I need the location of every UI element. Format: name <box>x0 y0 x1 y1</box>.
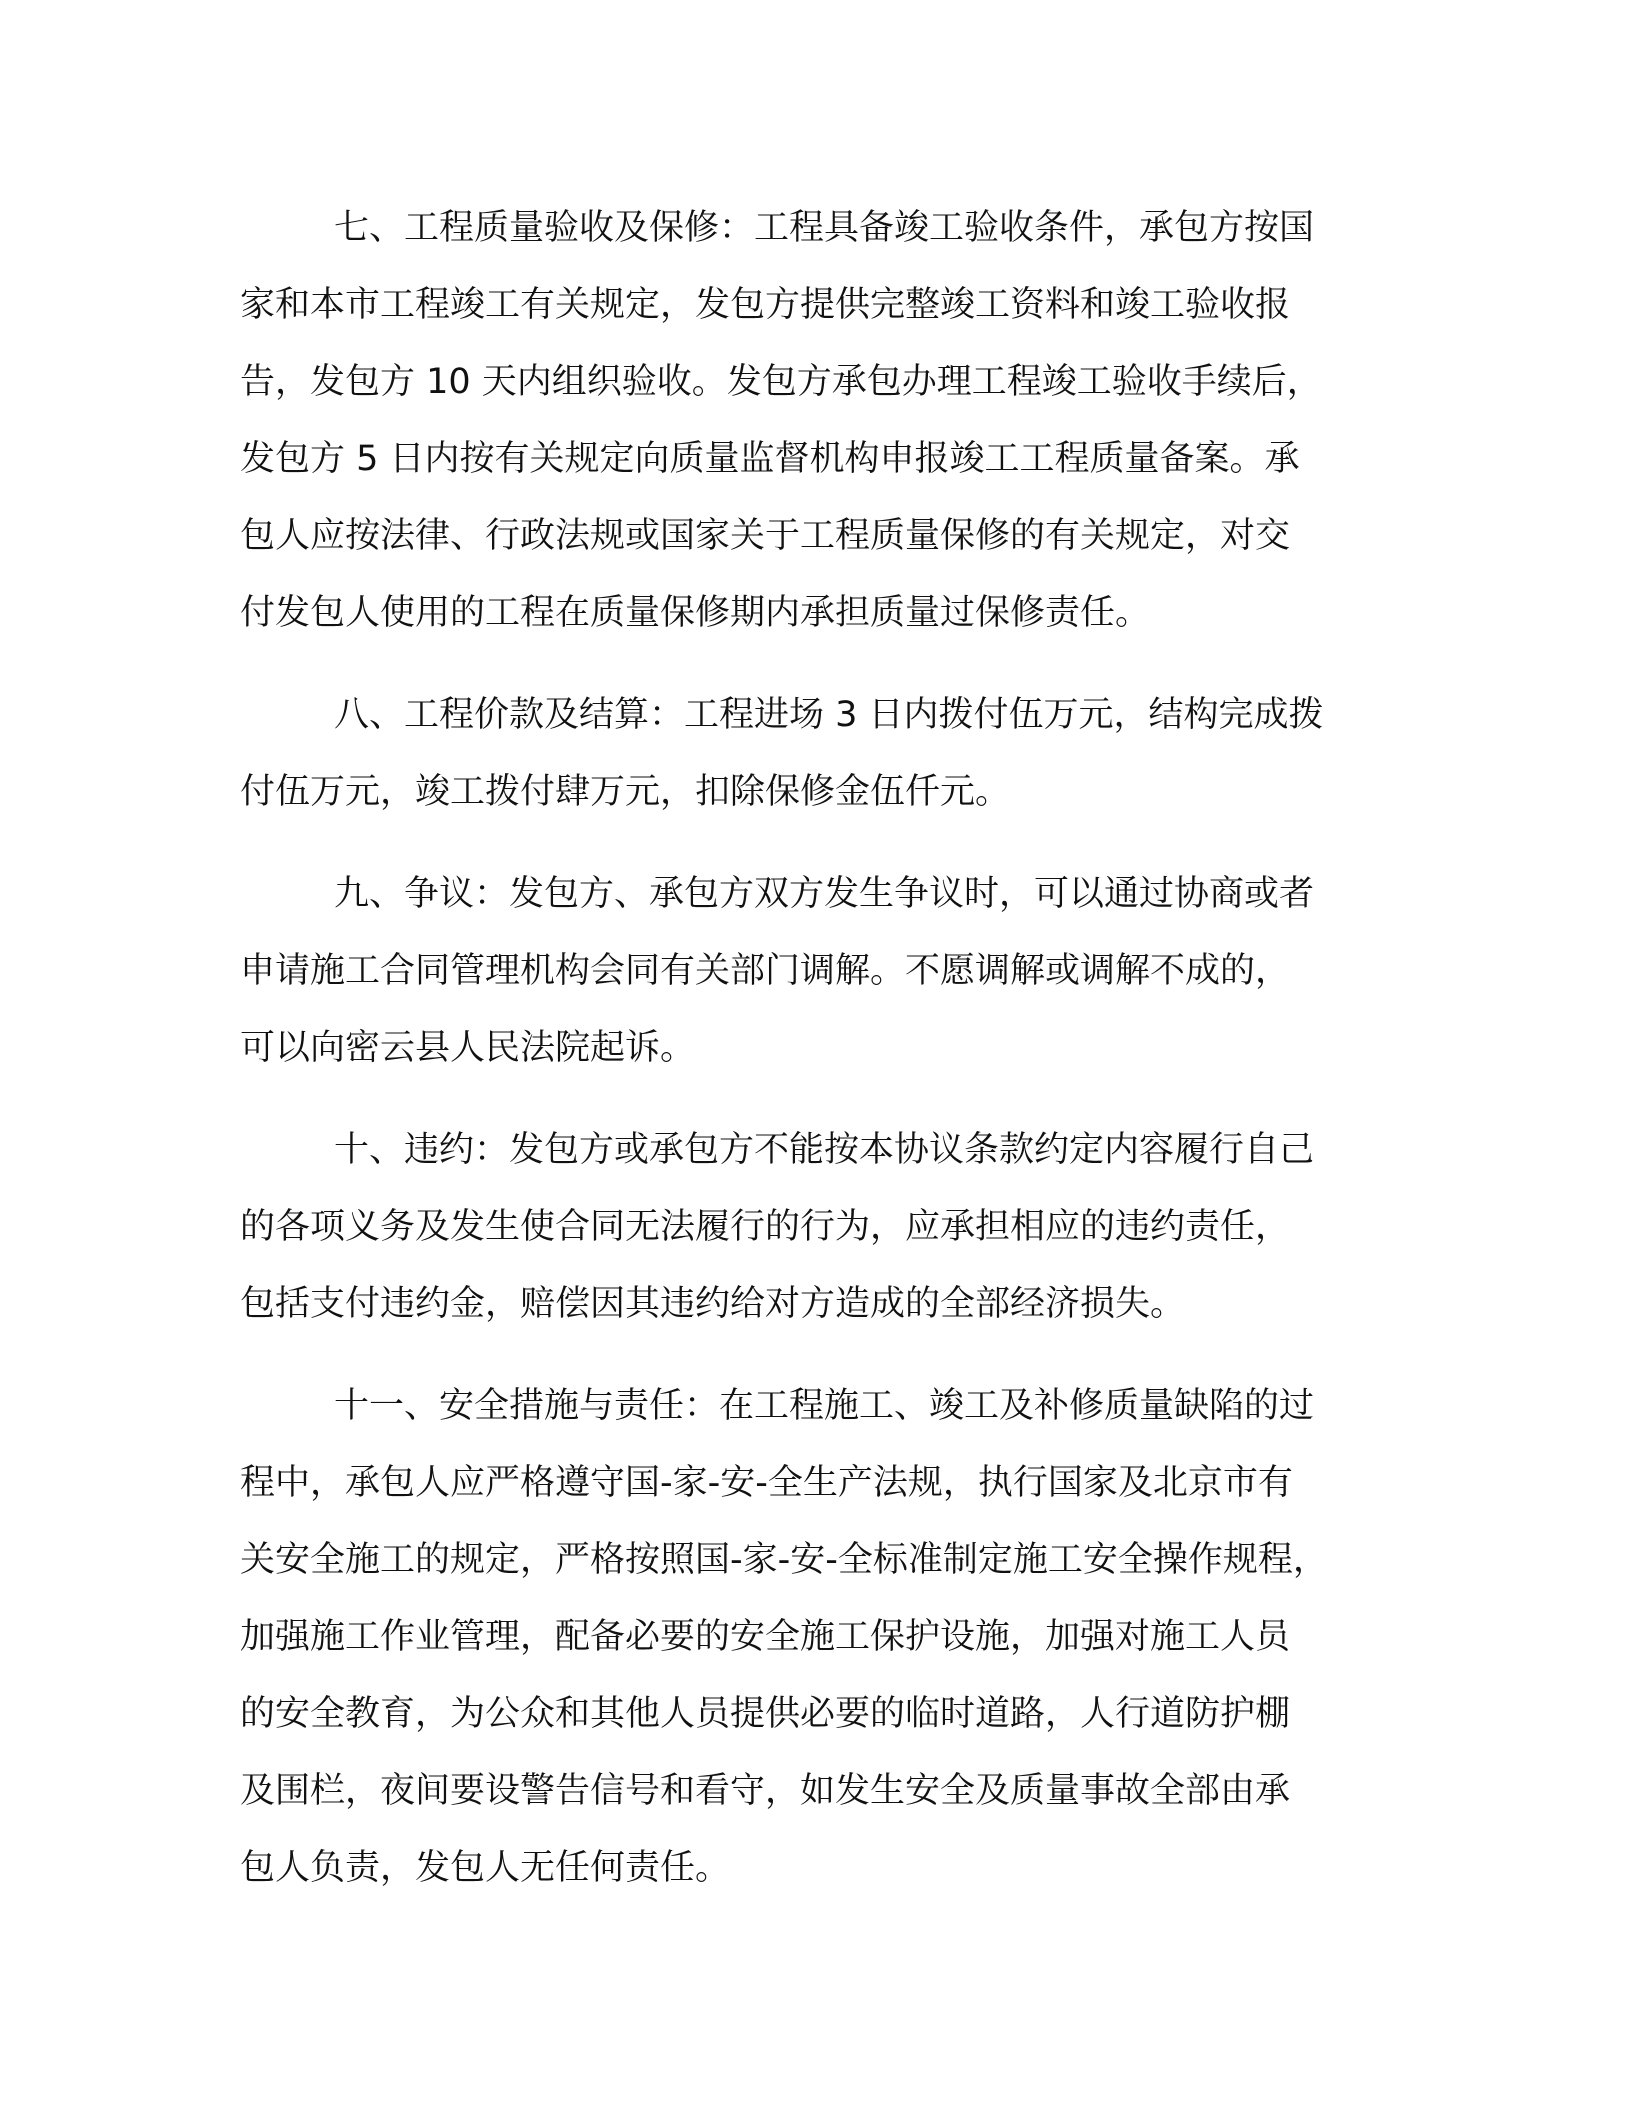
clause-8-payment-settlement <box>240 677 1380 831</box>
text-line: 十、违约：发包方或承包方不能按本协议条款约定内容履行自己 <box>334 1130 1315 1170</box>
text-line: 八、工程价款及结算：工程进场 3 日内拨付伍万元，结构完成拨 <box>334 695 1324 735</box>
clause-10-breach <box>240 1112 1380 1343</box>
text-line: 包人负责，发包人无任何责任。 <box>240 1848 731 1888</box>
text-line: 付发包人使用的工程在质量保修期内承担质量过保修责任。 <box>240 593 1151 633</box>
text-line: 关安全施工的规定，严格按照国-家-安-全标准制定施工安全操作规程， <box>240 1540 1328 1580</box>
text-line: 及围栏，夜间要设警告信号和看守，如发生安全及质量事故全部由承 <box>240 1771 1291 1811</box>
text-line: 家和本市工程竣工有关规定，发包方提供完整竣工资料和竣工验收报 <box>240 285 1291 325</box>
text-line: 付伍万元，竣工拨付肆万元，扣除保修金伍仟元。 <box>240 772 1011 812</box>
clause-11-safety <box>240 1368 1380 1907</box>
text-line: 告，发包方 10 天内组织验收。发包方承包办理工程竣工验收手续后， <box>240 362 1322 402</box>
text-line: 包括支付违约金，赔偿因其违约给对方造成的全部经济损失。 <box>240 1284 1186 1324</box>
text-line: 加强施工作业管理，配备必要的安全施工保护设施，加强对施工人员 <box>240 1617 1291 1657</box>
document-body <box>240 190 1380 1932</box>
text-line: 包人应按法律、行政法规或国家关于工程质量保修的有关规定，对交 <box>240 516 1291 556</box>
text-line: 申请施工合同管理机构会同有关部门调解。不愿调解或调解不成的， <box>240 951 1291 991</box>
text-line: 发包方 5 日内按有关规定向质量监督机构申报竣工工程质量备案。承 <box>240 439 1300 479</box>
clause-9-disputes <box>240 856 1380 1087</box>
text-line: 的各项义务及发生使合同无法履行的行为，应承担相应的违约责任， <box>240 1207 1291 1247</box>
text-line: 十一、安全措施与责任：在工程施工、竣工及补修质量缺陷的过 <box>334 1386 1315 1426</box>
text-line: 的安全教育，为公众和其他人员提供必要的临时道路，人行道防护棚 <box>240 1694 1291 1734</box>
text-line: 程中，承包人应严格遵守国-家-安-全生产法规，执行国家及北京市有 <box>240 1463 1293 1503</box>
text-line: 九、争议：发包方、承包方双方发生争议时，可以通过协商或者 <box>334 874 1315 914</box>
clause-7-quality-acceptance <box>240 190 1380 652</box>
text-line: 七、工程质量验收及保修：工程具备竣工验收条件，承包方按国 <box>334 208 1315 248</box>
text-line: 可以向密云县人民法院起诉。 <box>240 1028 696 1068</box>
